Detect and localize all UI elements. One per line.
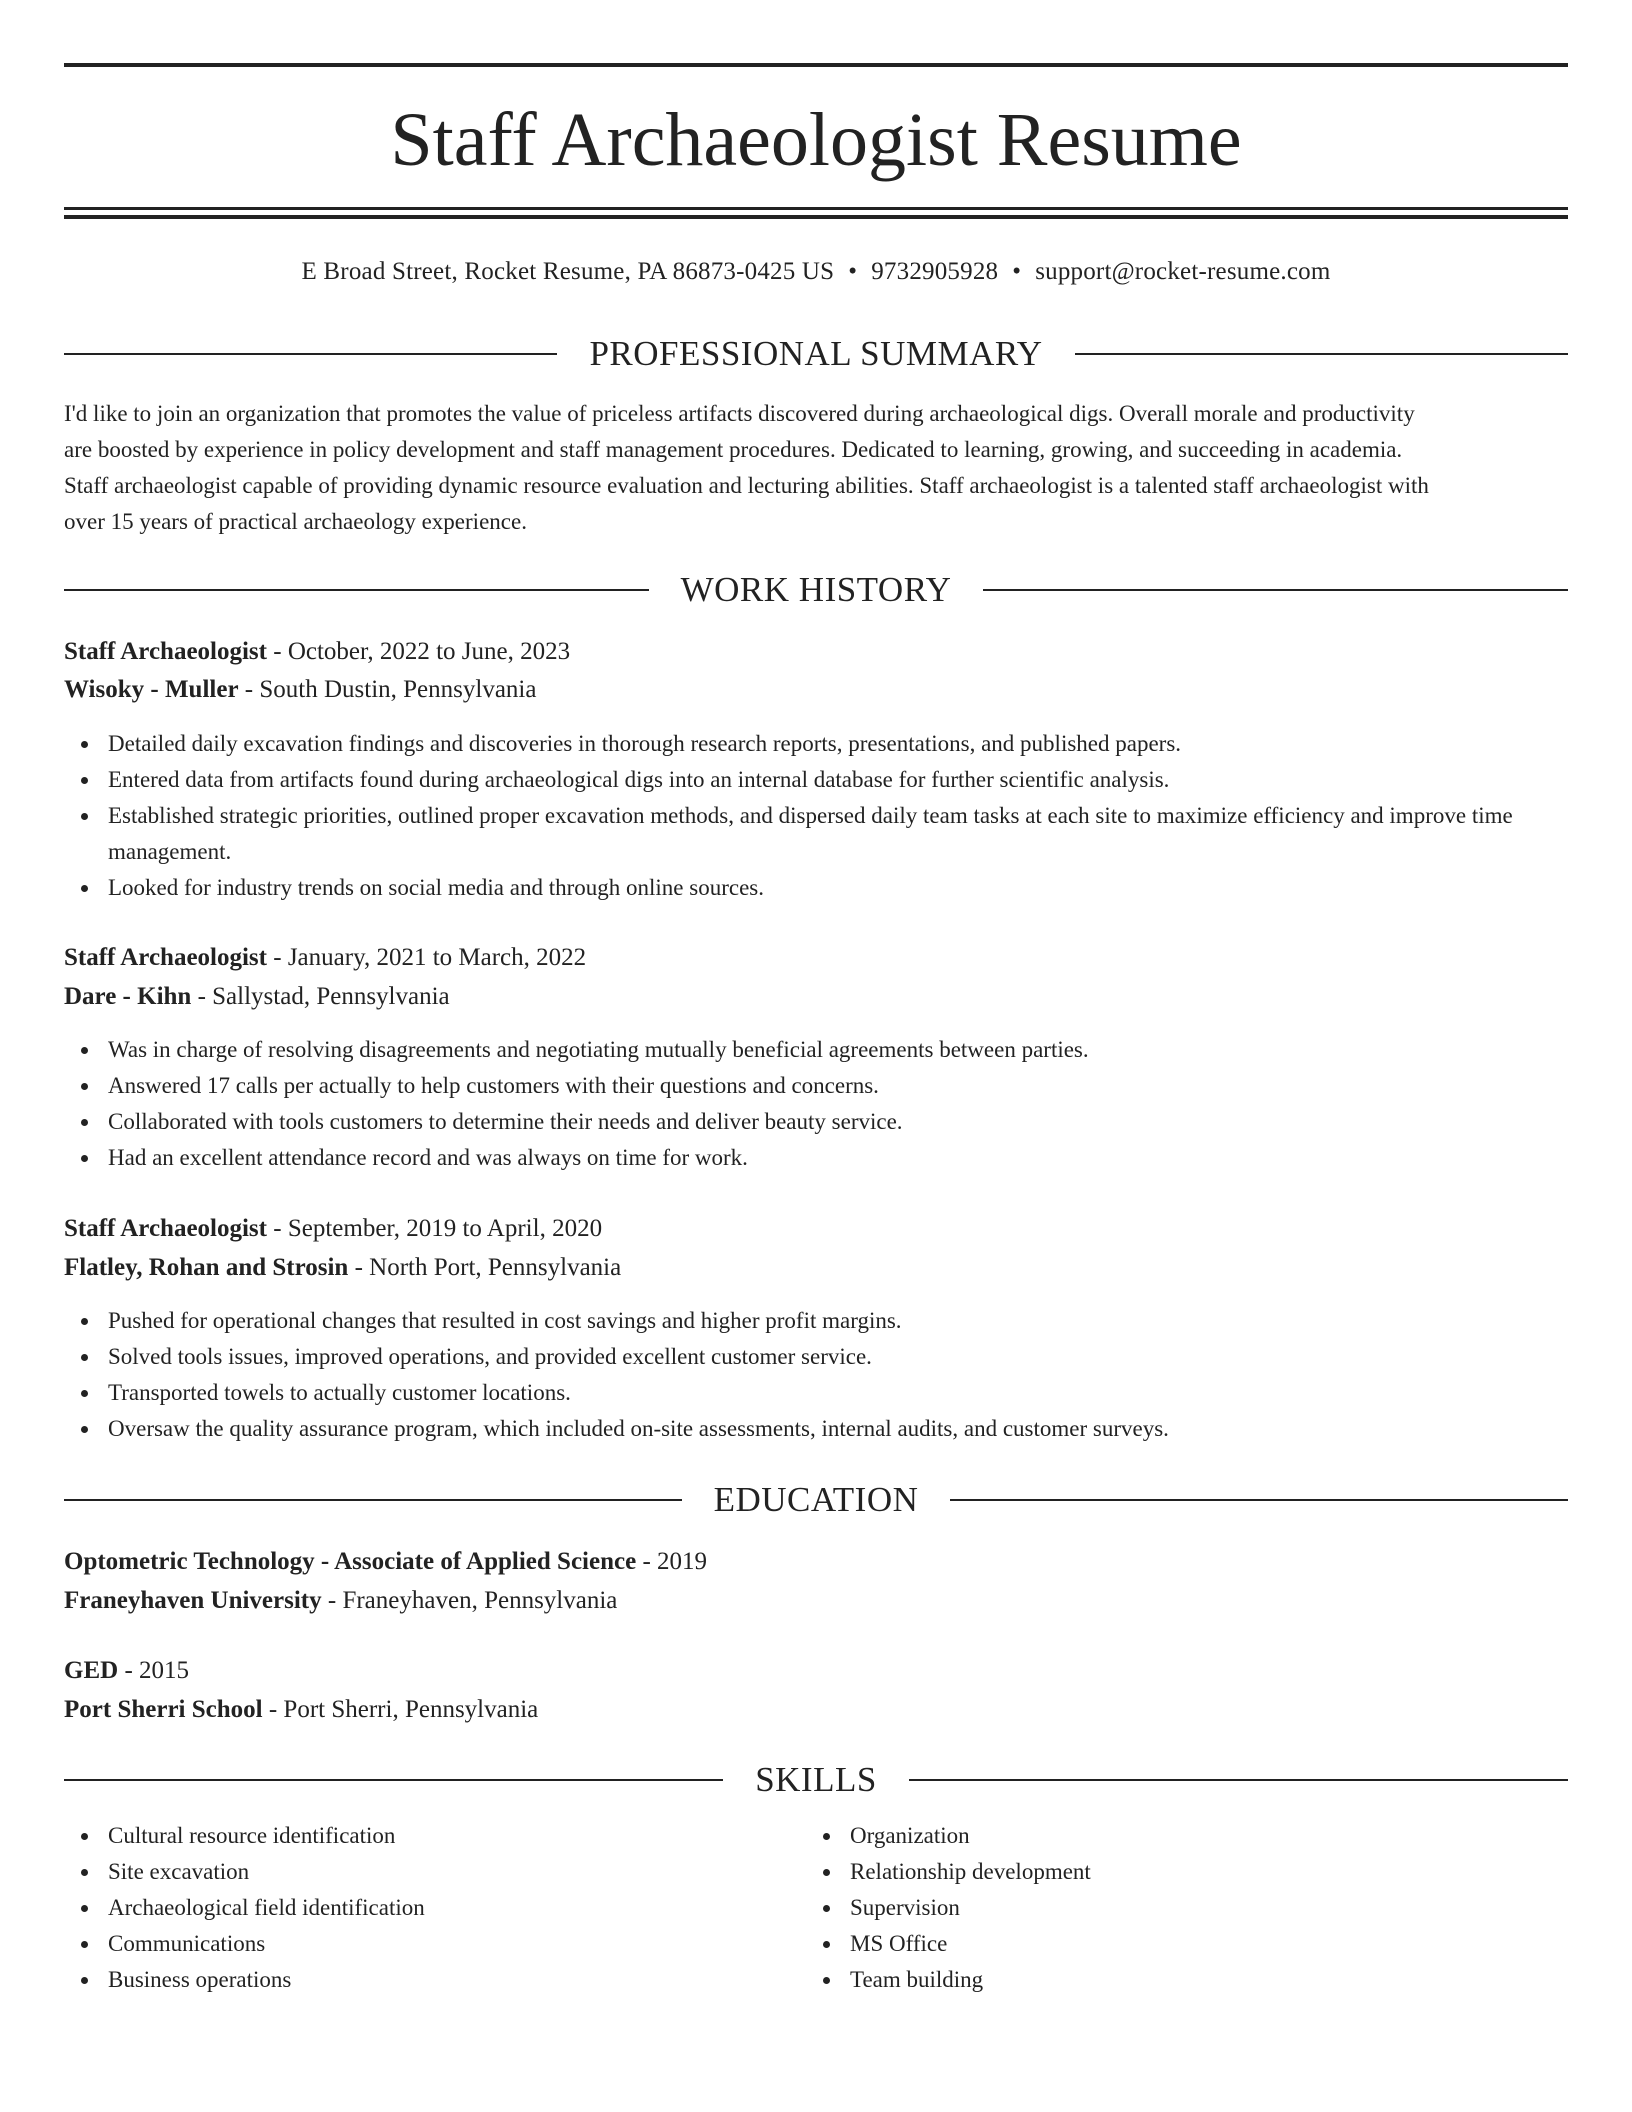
job-location: - North Port, Pennsylvania: [348, 1254, 622, 1281]
summary-line: are boosted by experience in policy development and staff management procedures. Dedicated to learning, growing, and succeeding in academia.: [64, 437, 1403, 462]
list-item: Was in charge of resolving disagreements and negotiating mutually beneficial agreements between parties.: [64, 1032, 1568, 1068]
summary-paragraph: [64, 396, 1568, 540]
contact-phone: 9732905928: [871, 258, 999, 285]
skill-item: Supervision: [806, 1890, 1506, 1926]
section-title: EDUCATION: [713, 1480, 919, 1519]
education-degree-line: [64, 1653, 1568, 1689]
job-location: - South Dustin, Pennsylvania: [238, 676, 537, 703]
contact-separator: •: [848, 258, 858, 285]
job-company: Dare - Kihn: [64, 983, 192, 1010]
contact-address: E Broad Street, Rocket Resume, PA 86873-0425 US: [301, 258, 835, 285]
section-rule: [64, 589, 649, 591]
skills-list-left: [64, 1818, 764, 1998]
skill-item: Team building: [806, 1962, 1506, 1998]
skill-item: MS Office: [806, 1926, 1506, 1962]
job-company-line: [64, 979, 1568, 1015]
list-item: Detailed daily excavation findings and discoveries in thorough research reports, presentations, and published papers.: [64, 726, 1568, 762]
education-school-line: [64, 1583, 1568, 1619]
education-location: - Franeyhaven, Pennsylvania: [321, 1587, 618, 1614]
skill-item: Archaeological field identification: [64, 1890, 764, 1926]
header-divider-lower: [64, 215, 1568, 219]
list-item: Answered 17 calls per actually to help customers with their questions and concerns.: [64, 1068, 1568, 1104]
education-degree-line: [64, 1544, 1568, 1580]
job-title-line: [64, 634, 1568, 670]
section-rule: [64, 353, 557, 355]
job-dates: - January, 2021 to March, 2022: [267, 944, 587, 971]
job-location: - Sallystad, Pennsylvania: [191, 983, 450, 1010]
job-dates: - October, 2022 to June, 2023: [267, 638, 571, 665]
skill-item: Site excavation: [64, 1854, 764, 1890]
skill-item: Cultural resource identification: [64, 1818, 764, 1854]
education-school: Port Sherri School: [64, 1696, 263, 1723]
list-item: Had an excellent attendance record and was always on time for work.: [64, 1140, 1568, 1176]
summary-line: Staff archaeologist capable of providing dynamic resource evaluation and lecturing abilities. Staff archaeologist is a talented staff archaeologist with: [64, 473, 1429, 498]
section-header-education: [64, 1478, 1568, 1522]
list-item: Pushed for operational changes that resulted in cost savings and higher profit margins.: [64, 1303, 1568, 1339]
section-header-summary: [64, 332, 1568, 376]
list-item: Looked for industry trends on social media and through online sources.: [64, 870, 1568, 906]
job-company-line: [64, 1250, 1568, 1286]
list-item: Established strategic priorities, outlined proper excavation methods, and dispersed daily team tasks at each site to maximize efficiency and improve time management.: [64, 798, 1568, 870]
list-item: Solved tools issues, improved operations, and provided excellent customer service.: [64, 1339, 1568, 1375]
section-rule: [909, 1779, 1568, 1781]
header-divider-upper: [64, 207, 1568, 210]
job-title-line: [64, 940, 1568, 976]
education-degree: GED: [64, 1657, 119, 1684]
page-title: Staff Archaeologist Resume: [390, 98, 1242, 182]
list-item: Oversaw the quality assurance program, which included on-site assessments, internal audits, and customer surveys.: [64, 1411, 1568, 1447]
section-header-skills: [64, 1758, 1568, 1802]
job-title: Staff Archaeologist: [64, 944, 267, 971]
job-dates: - September, 2019 to April, 2020: [267, 1215, 603, 1242]
section-rule: [983, 589, 1568, 591]
education-year: - 2015: [118, 1657, 190, 1684]
job-company-line: [64, 672, 1568, 708]
summary-line: I'd like to join an organization that promotes the value of priceless artifacts discovered during archaeological digs. Overall morale and productivity: [64, 401, 1415, 426]
education-year: - 2019: [636, 1548, 708, 1575]
education-location: - Port Sherri, Pennsylvania: [262, 1696, 539, 1723]
section-title: SKILLS: [755, 1760, 877, 1799]
job-title-line: [64, 1211, 1568, 1247]
skill-item: Relationship development: [806, 1854, 1506, 1890]
section-rule: [950, 1499, 1568, 1501]
header-top-rule: [64, 63, 1568, 67]
contact-separator: •: [1012, 258, 1022, 285]
skill-item: Business operations: [64, 1962, 764, 1998]
section-rule: [64, 1779, 723, 1781]
list-item: Entered data from artifacts found during archaeological digs into an internal database for further scientific analysis.: [64, 762, 1568, 798]
job-company: Wisoky - Muller: [64, 676, 239, 703]
summary-line: over 15 years of practical archaeology experience.: [64, 509, 527, 534]
education-school-line: [64, 1692, 1568, 1728]
section-header-work: [64, 568, 1568, 612]
list-item: Transported towels to actually customer locations.: [64, 1375, 1568, 1411]
section-title: PROFESSIONAL SUMMARY: [589, 334, 1043, 373]
education-school: Franeyhaven University: [64, 1587, 322, 1614]
skill-item: Organization: [806, 1818, 1506, 1854]
job-company: Flatley, Rohan and Strosin: [64, 1254, 349, 1281]
job-title: Staff Archaeologist: [64, 638, 267, 665]
education-degree: Optometric Technology - Associate of Applied Science: [64, 1548, 637, 1575]
skills-list-right: [806, 1818, 1506, 1998]
contact-line: [64, 254, 1568, 290]
job-bullets: [64, 1032, 1568, 1176]
job-bullets: [64, 1303, 1568, 1447]
section-title: WORK HISTORY: [680, 570, 952, 609]
section-rule: [1075, 353, 1568, 355]
job-bullets: [64, 726, 1568, 906]
job-title: Staff Archaeologist: [64, 1215, 267, 1242]
skill-item: Communications: [64, 1926, 764, 1962]
list-item: Collaborated with tools customers to determine their needs and deliver beauty service.: [64, 1104, 1568, 1140]
contact-email: support@rocket-resume.com: [1035, 258, 1331, 285]
section-rule: [64, 1499, 682, 1501]
